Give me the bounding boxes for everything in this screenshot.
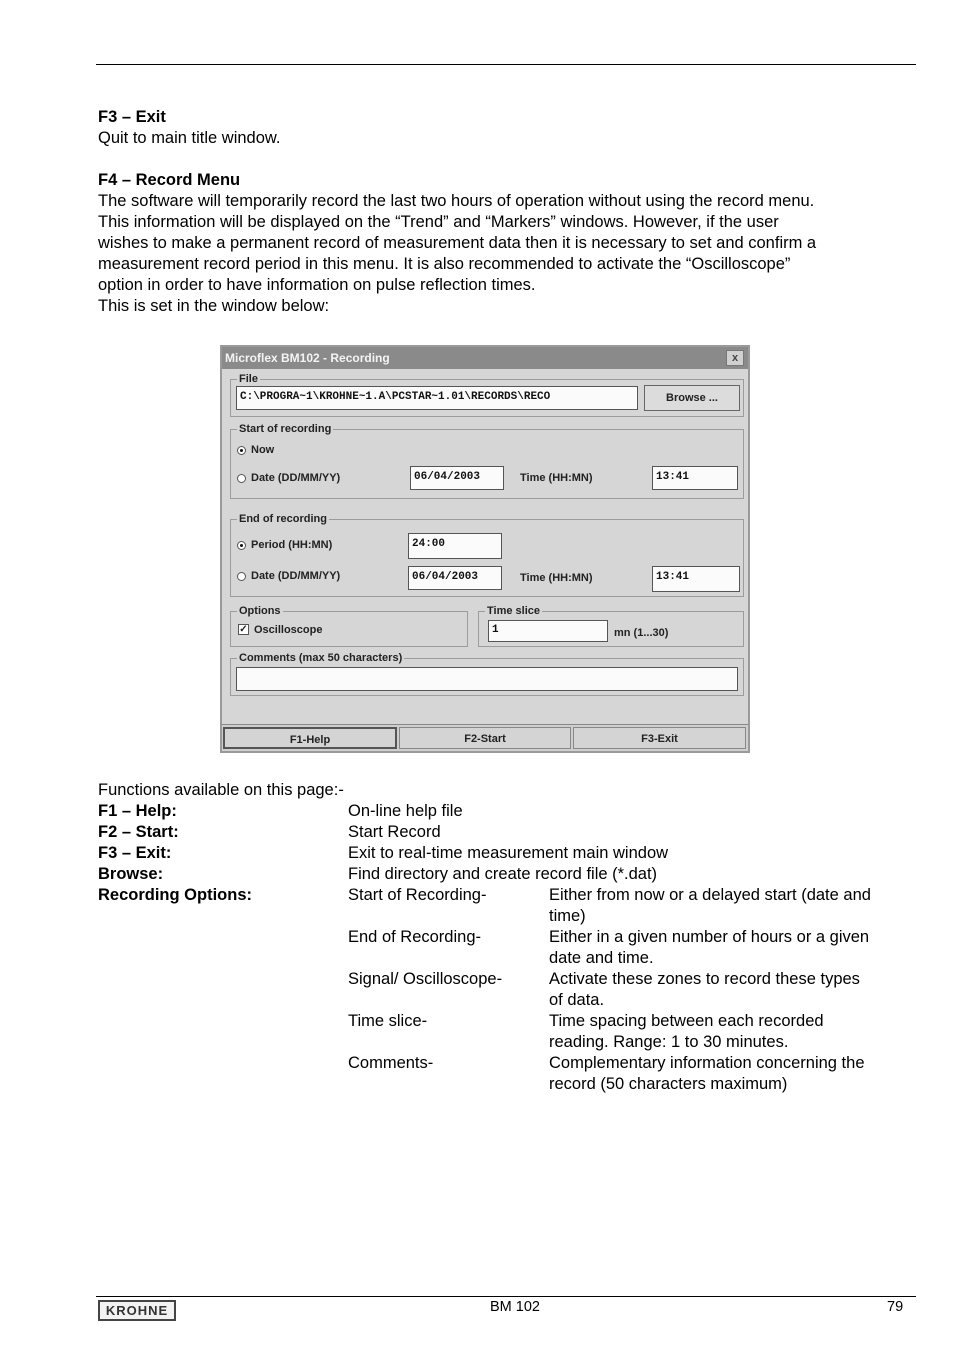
options-group-label: Options xyxy=(239,605,281,617)
start-time-field[interactable]: 13:41 xyxy=(652,466,738,490)
timeslice-unit: mn (1...30) xyxy=(614,627,669,639)
function-row xyxy=(98,843,918,864)
start-now-radio[interactable] xyxy=(237,446,246,455)
end-time-field[interactable]: 13:41 xyxy=(652,566,740,592)
function-key: F3 – Exit: xyxy=(98,844,172,862)
function-row xyxy=(98,822,918,843)
recording-option-row xyxy=(98,885,918,927)
f2-start-button[interactable]: F2-Start xyxy=(399,727,571,749)
paragraph-line: wishes to make a permanent record of measurement data then it is necessary to set and confirm a xyxy=(98,234,817,252)
footer-doc-id: BM 102 xyxy=(490,1299,540,1315)
oscilloscope-checkbox[interactable]: ✓ xyxy=(239,624,248,635)
krohne-logo: KROHNE xyxy=(98,1300,176,1321)
start-group-label: Start of recording xyxy=(239,423,332,435)
end-group-label: End of recording xyxy=(239,513,327,525)
f1-help-button[interactable]: F1-Help xyxy=(223,727,397,749)
option-desc xyxy=(549,927,914,969)
option-desc xyxy=(549,1053,914,1095)
footer-rule xyxy=(96,1296,916,1297)
function-row xyxy=(98,801,918,822)
option-desc-line: record (50 characters maximum) xyxy=(549,1075,788,1093)
function-desc: Find directory and create record file (*.dat) xyxy=(348,865,658,883)
function-row xyxy=(98,864,918,885)
section-record xyxy=(98,170,908,317)
close-button[interactable]: x xyxy=(726,350,744,366)
recording-option-row xyxy=(98,1011,918,1053)
option-desc-line: Activate these zones to record these types xyxy=(549,970,860,988)
end-period-label: Period (HH:MN) xyxy=(251,539,333,551)
file-group-label: File xyxy=(239,373,258,385)
browse-button[interactable]: Browse ... xyxy=(644,385,740,411)
option-name: Comments- xyxy=(348,1054,434,1072)
option-name: End of Recording- xyxy=(348,928,481,946)
option-desc-line: Either in a given number of hours or a given xyxy=(549,928,870,946)
start-date-label: Date (DD/MM/YY) xyxy=(251,472,341,484)
functions-intro: Functions available on this page:- xyxy=(98,781,344,799)
comments-group-label: Comments (max 50 characters) xyxy=(239,652,403,664)
section-exit-heading: F3 – Exit xyxy=(98,108,166,126)
start-date-field[interactable]: 06/04/2003 xyxy=(410,466,504,490)
option-desc-line: date and time. xyxy=(549,949,654,967)
option-name: Start of Recording- xyxy=(348,886,487,904)
end-time-label: Time (HH:MN) xyxy=(520,572,593,584)
dialog-titlebar xyxy=(222,347,748,369)
function-key: F2 – Start: xyxy=(98,823,179,841)
header-rule xyxy=(96,64,916,65)
file-path-field[interactable]: C:\PROGRA~1\KROHNE~1.A\PCSTAR~1.01\RECORDS\RECO xyxy=(236,386,638,410)
function-key-bar xyxy=(222,724,748,751)
option-desc-line: of data. xyxy=(549,991,605,1009)
option-desc-line: reading. Range: 1 to 30 minutes. xyxy=(549,1033,789,1051)
section-record-heading: F4 – Record Menu xyxy=(98,171,241,189)
section-exit xyxy=(98,107,908,149)
option-desc xyxy=(549,969,914,1011)
end-date-field[interactable]: 06/04/2003 xyxy=(408,566,502,590)
functions-intro-row xyxy=(98,780,918,801)
dialog-title: Microflex BM102 - Recording xyxy=(225,351,390,365)
recording-option-row xyxy=(98,1053,918,1095)
section-exit-text: Quit to main title window. xyxy=(98,129,281,147)
recording-option-row xyxy=(98,927,918,969)
functions-table xyxy=(98,780,918,1095)
f3-exit-button[interactable]: F3-Exit xyxy=(573,727,746,749)
timeslice-group-label: Time slice xyxy=(487,605,540,617)
recording-option-row xyxy=(98,969,918,1011)
paragraph-line: This information will be displayed on the “Trend” and “Markers” windows. However, if the user xyxy=(98,213,779,231)
function-key: F1 – Help: xyxy=(98,802,177,820)
option-name: Signal/ Oscilloscope- xyxy=(348,970,503,988)
end-period-field[interactable]: 24:00 xyxy=(408,533,502,559)
start-time-label: Time (HH:MN) xyxy=(520,472,593,484)
recording-dialog xyxy=(220,345,750,753)
comments-field[interactable] xyxy=(236,667,738,691)
page-number: 79 xyxy=(887,1299,904,1315)
oscilloscope-label: Oscilloscope xyxy=(254,624,323,636)
start-date-radio[interactable] xyxy=(237,474,246,483)
function-desc: Exit to real-time measurement main window xyxy=(348,844,669,862)
function-desc: On-line help file xyxy=(348,802,463,820)
end-period-radio[interactable] xyxy=(237,541,246,550)
end-date-radio[interactable] xyxy=(237,572,246,581)
paragraph-line: option in order to have information on pulse reflection times. xyxy=(98,276,536,294)
option-desc-line: time) xyxy=(549,907,586,925)
end-date-label: Date (DD/MM/YY) xyxy=(251,570,341,582)
function-key: Browse: xyxy=(98,865,164,883)
option-desc-line: Time spacing between each recorded xyxy=(549,1012,824,1030)
option-desc-line: Complementary information concerning the xyxy=(549,1054,865,1072)
start-now-label: Now xyxy=(251,444,275,456)
option-desc xyxy=(549,885,914,927)
timeslice-field[interactable]: 1 xyxy=(488,620,608,642)
option-desc-line: Either from now or a delayed start (date and xyxy=(549,886,871,904)
recording-options-key: Recording Options: xyxy=(98,886,252,904)
option-desc xyxy=(549,1011,914,1053)
function-desc: Start Record xyxy=(348,823,441,841)
paragraph-line: measurement record period in this menu. It is also recommended to activate the “Oscilloscope” xyxy=(98,255,791,273)
option-name: Time slice- xyxy=(348,1012,428,1030)
paragraph-line: The software will temporarily record the last two hours of operation without using the record menu. xyxy=(98,192,815,210)
paragraph-line: This is set in the window below: xyxy=(98,297,330,315)
